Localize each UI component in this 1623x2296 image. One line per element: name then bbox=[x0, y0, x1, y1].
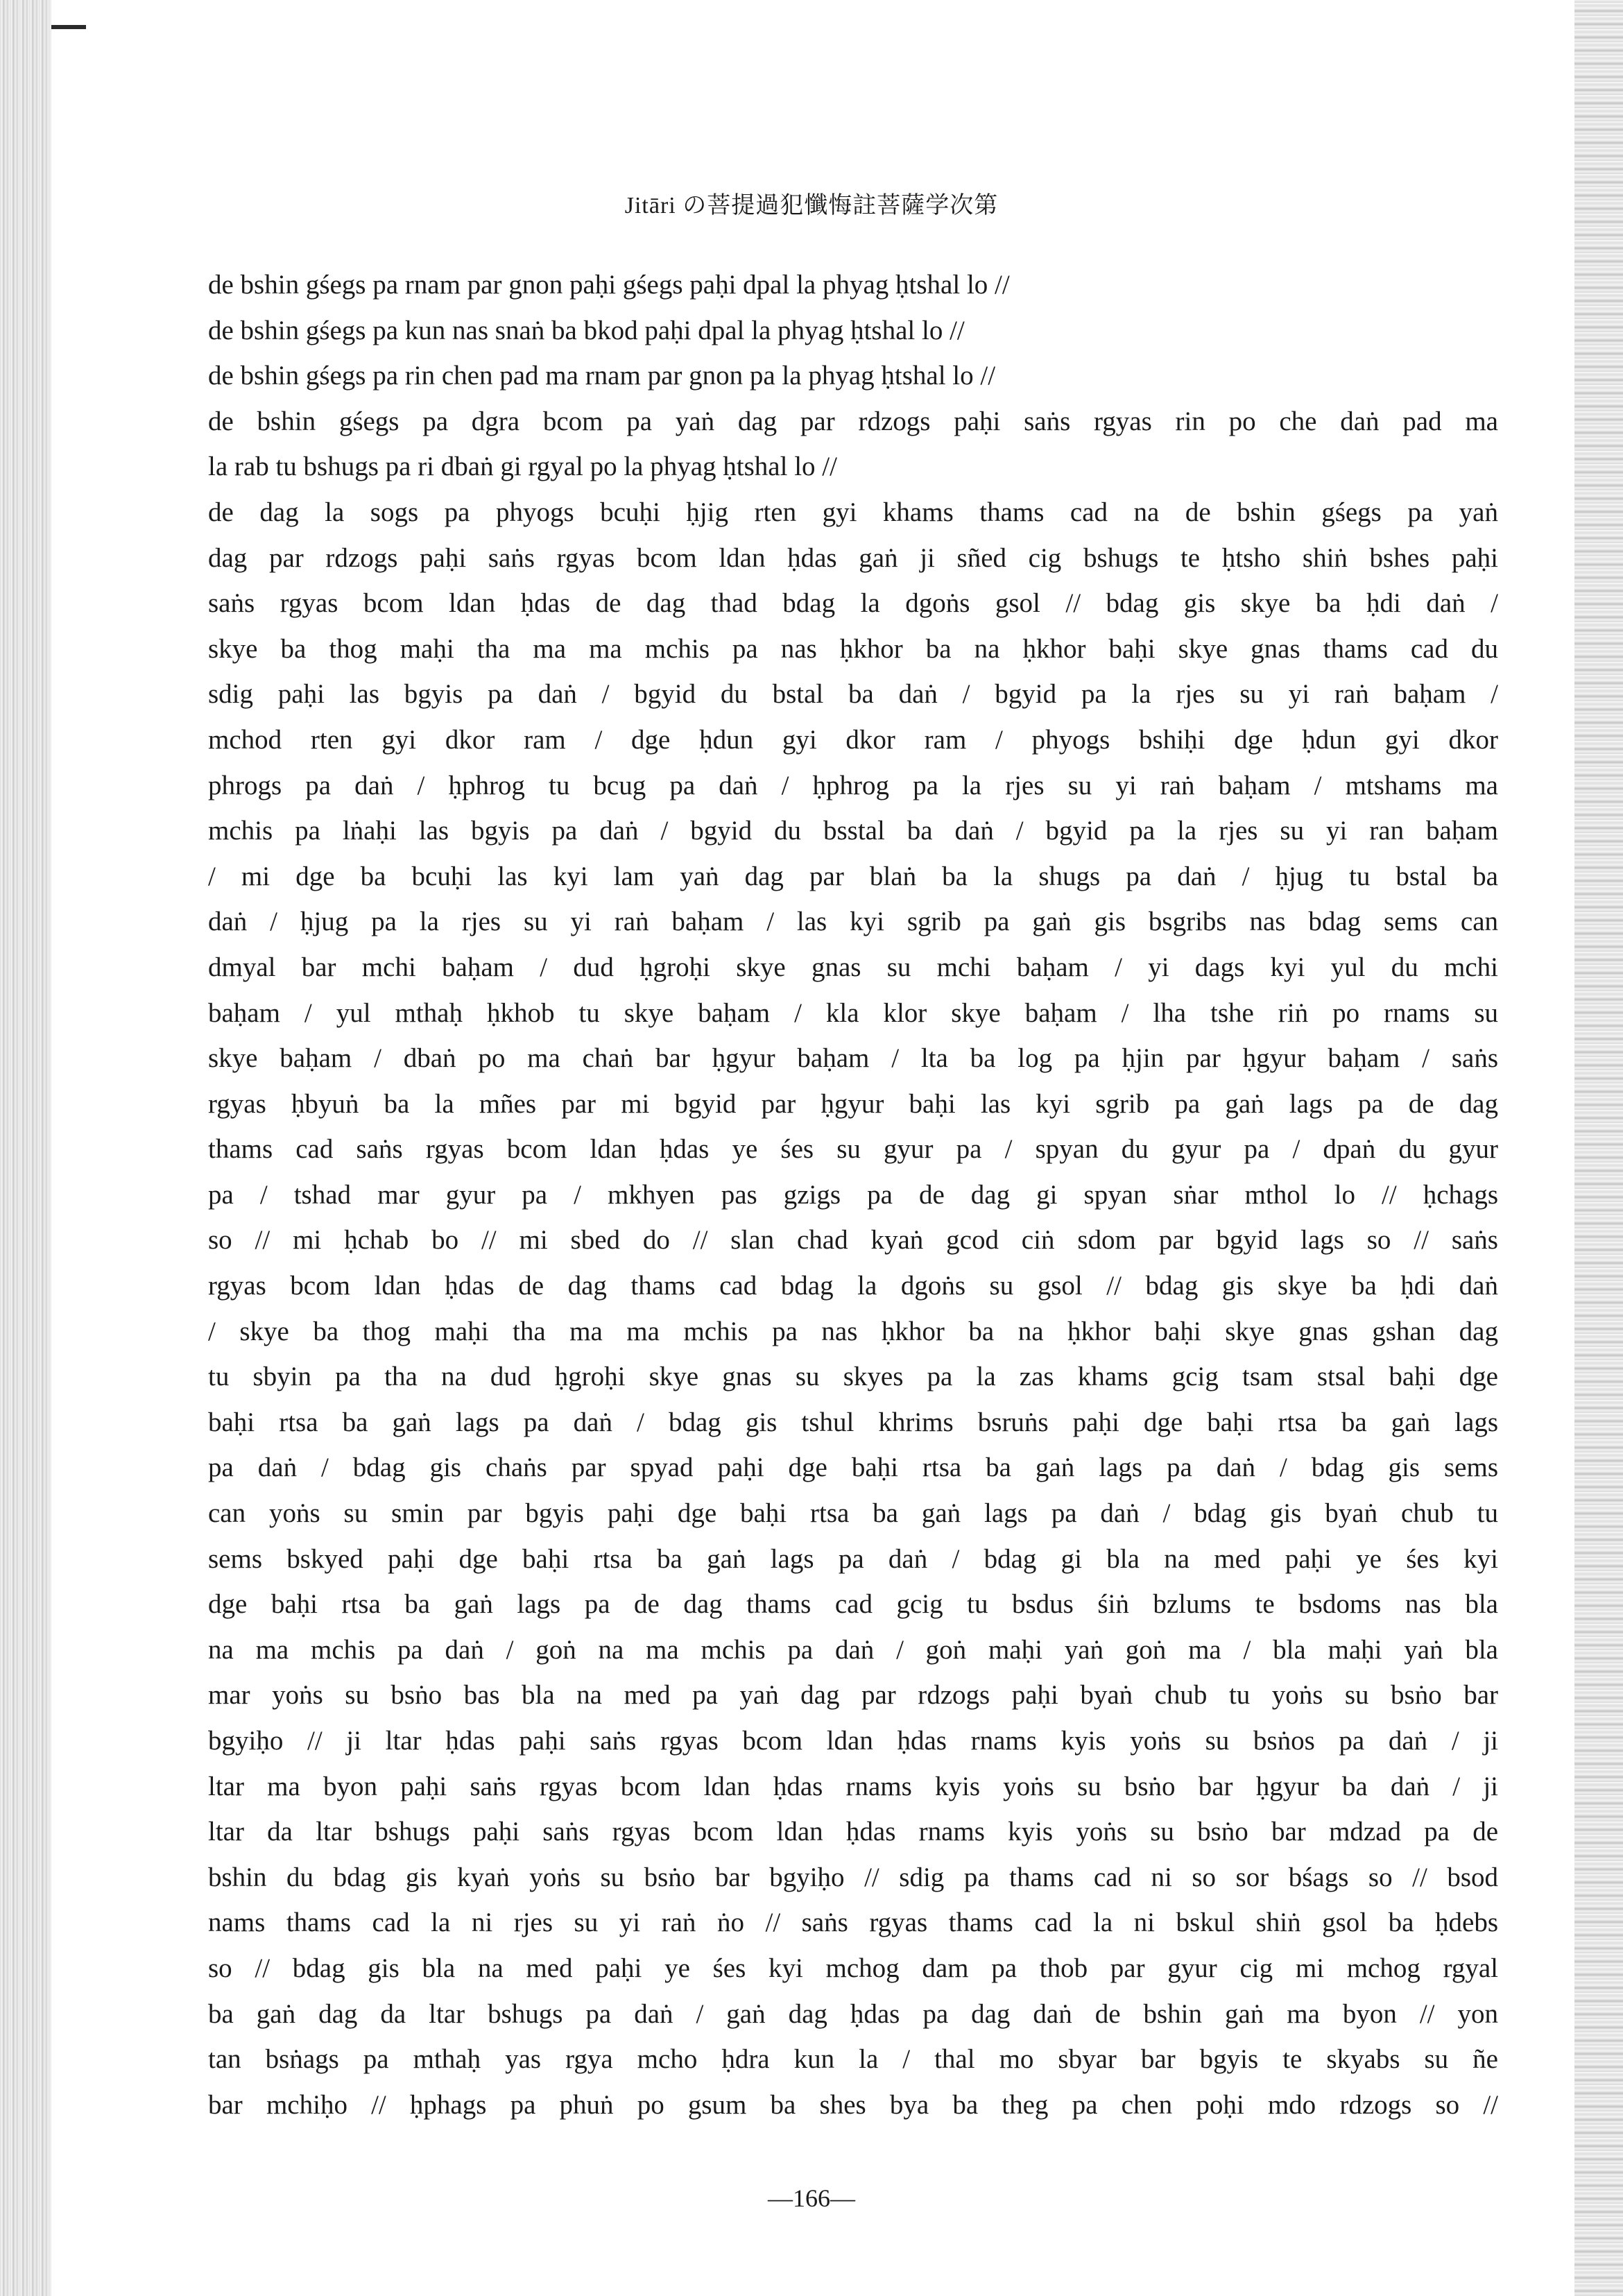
text-line: phrogs pa daṅ / ḥphrog tu bcug pa daṅ / ḥphrog pa la rjes su yi raṅ baḥam / mtshams ma bbox=[208, 770, 1498, 800]
text-line: ba gaṅ dag da ltar bshugs pa daṅ / gaṅ dag ḥdas pa dag daṅ de bshin gaṅ ma byon // yon bbox=[208, 1998, 1498, 2029]
text-line: skye baḥam / dbaṅ po ma chaṅ bar ḥgyur baḥam / lta ba log pa ḥjin par ḥgyur baḥam / saṅs bbox=[208, 1043, 1498, 1074]
text-line: tan bsṅags pa mthaḥ yas rgya mcho ḥdra kun la / thal mo sbyar bar bgyis te skyabs su ñe bbox=[208, 2044, 1498, 2075]
text-line: mar yoṅs su bsṅo bas bla na med pa yaṅ dag par rdzogs paḥi byaṅ chub tu yoṅs su bsṅo bar bbox=[208, 1680, 1498, 1711]
text-line: skye ba thog maḥi tha ma ma mchis pa nas ḥkhor ba na ḥkhor baḥi skye gnas thams cad du bbox=[208, 633, 1498, 664]
text-line: pa daṅ / bdag gis chaṅs par spyad paḥi dge baḥi rtsa ba gaṅ lags pa daṅ / bdag gis sems bbox=[208, 1453, 1498, 1483]
text-line: nams thams cad la ni rjes su yi raṅ ṅo // saṅs rgyas thams cad la ni bskul shiṅ gsol ba ḥdebs bbox=[208, 1908, 1498, 1938]
text-line: bar mchiḥo // ḥphags pa phuṅ po gsum ba shes bya ba theg pa chen poḥi mdo rdzogs so // bbox=[208, 2089, 1498, 2120]
scan-edge-left bbox=[0, 0, 51, 2296]
text-line: daṅ / ḥjug pa la rjes su yi raṅ baḥam / las kyi sgrib pa gaṅ gis bsgribs nas bdag sems can bbox=[208, 907, 1498, 937]
text-line: dag par rdzogs paḥi saṅs rgyas bcom ldan ḥdas gaṅ ji sñed cig bshugs te ḥtsho shiṅ bshes paḥi bbox=[208, 542, 1498, 573]
page-number: —166— bbox=[768, 2184, 855, 2212]
text-line: tu sbyin pa tha na dud ḥgroḥi skye gnas su skyes pa la zas khams gcig tsam stsal baḥi dge bbox=[208, 1362, 1498, 1392]
text-line: so // mi ḥchab bo // mi sbed do // slan chad kyaṅ gcod ciṅ sdom par bgyid lags so // saṅs bbox=[208, 1225, 1498, 1256]
corner-mark bbox=[51, 25, 86, 29]
text-line: la rab tu bshugs pa ri dbaṅ gi rgyal po la phyag ḥtshal lo // bbox=[208, 452, 837, 482]
text-line: rgyas bcom ldan ḥdas de dag thams cad bdag la dgoṅs su gsol // bdag gis skye ba ḥdi daṅ bbox=[208, 1271, 1498, 1301]
text-line: na ma mchis pa daṅ / goṅ na ma mchis pa daṅ / goṅ maḥi yaṅ goṅ ma / bla maḥi yaṅ bla bbox=[208, 1634, 1498, 1665]
body-text bbox=[208, 262, 1498, 2173]
text-line: baḥi rtsa ba gaṅ lags pa daṅ / bdag gis tshul khrims bsruṅs paḥi dge baḥi rtsa ba gaṅ lags bbox=[208, 1407, 1498, 1437]
text-line: mchod rten gyi dkor ram / dge ḥdun gyi dkor ram / phyogs bshiḥi dge ḥdun gyi dkor bbox=[208, 724, 1498, 755]
text-line: / mi dge ba bcuḥi las kyi lam yaṅ dag par blaṅ ba la shugs pa daṅ / ḥjug tu bstal ba bbox=[208, 861, 1498, 891]
text-line: sdig paḥi las bgyis pa daṅ / bgyid du bstal ba daṅ / bgyid pa la rjes su yi raṅ baḥam / bbox=[208, 679, 1498, 710]
text-line: baḥam / yul mthaḥ ḥkhob tu skye baḥam / kla klor skye baḥam / lha tshe riṅ po rnams su bbox=[208, 997, 1498, 1028]
text-line: dmyal bar mchi baḥam / dud ḥgroḥi skye gnas su mchi baḥam / yi dags kyi yul du mchi bbox=[208, 952, 1498, 982]
text-line: de bshin gśegs pa rnam par gnon paḥi gśegs paḥi dpal la phyag ḥtshal lo // bbox=[208, 270, 1010, 300]
text-line bbox=[208, 2127, 1498, 2173]
text-line: bshin du bdag gis kyaṅ yoṅs su bsṅo bar bgyiḥo // sdig pa thams cad ni so sor bśags so // bsod bbox=[208, 1862, 1498, 1892]
text-line: rgyas ḥbyuṅ ba la mñes par mi bgyid par ḥgyur baḥi las kyi sgrib pa gaṅ lags pa de dag bbox=[208, 1088, 1498, 1119]
text-line: ltar da ltar bshugs paḥi saṅs rgyas bcom ldan ḥdas rnams kyis yoṅs su bsṅo bar mdzad pa de bbox=[208, 1817, 1498, 1847]
text-line: mchis pa lṅaḥi las bgyis pa daṅ / bgyid du bsstal ba daṅ / bgyid pa la rjes su yi ran baḥam bbox=[208, 816, 1498, 846]
text-line: de bshin gśegs pa dgra bcom pa yaṅ dag par rdzogs paḥi saṅs rgyas rin po che daṅ pad ma bbox=[208, 406, 1498, 436]
text-line: dge baḥi rtsa ba gaṅ lags pa de dag thams cad gcig tu bsdus śiṅ bzlums te bsdoms nas bla bbox=[208, 1589, 1498, 1620]
text-line: de bshin gśegs pa kun nas snaṅ ba bkod paḥi dpal la phyag ḥtshal lo // bbox=[208, 315, 965, 345]
text-line: saṅs rgyas bcom ldan ḥdas de dag thad bdag la dgoṅs gsol // bdag gis skye ba ḥdi daṅ / bbox=[208, 588, 1498, 619]
text-line: / skye ba thog maḥi tha ma ma mchis pa nas ḥkhor ba na ḥkhor baḥi skye gnas gshan dag bbox=[208, 1316, 1498, 1346]
text-line: can yoṅs su smin par bgyis paḥi dge baḥi rtsa ba gaṅ lags pa daṅ / bdag gis byaṅ chub tu bbox=[208, 1498, 1498, 1529]
scan-edge-right bbox=[1574, 0, 1623, 2296]
text-line: ltar ma byon paḥi saṅs rgyas bcom ldan ḥdas rnams kyis yoṅs su bsṅo bar ḥgyur ba daṅ / ji bbox=[208, 1771, 1498, 1801]
text-line: so // bdag gis bla na med paḥi ye śes kyi mchog dam pa thob par gyur cig mi mchog rgyal bbox=[208, 1953, 1498, 1983]
text-line: pa / tshad mar gyur pa / mkhyen pas gzigs pa de dag gi spyan sṅar mthol lo // ḥchags bbox=[208, 1179, 1498, 1210]
text-line: de bshin gśegs pa rin chen pad ma rnam par gnon pa la phyag ḥtshal lo // bbox=[208, 361, 996, 391]
text-line: bgyiḥo // ji ltar ḥdas paḥi saṅs rgyas bcom ldan ḥdas rnams kyis yoṅs su bsṅos pa daṅ / ji bbox=[208, 1726, 1498, 1756]
text-line: thams cad saṅs rgyas bcom ldan ḥdas ye śes su gyur pa / spyan du gyur pa / dpaṅ du gyur bbox=[208, 1134, 1498, 1165]
text-line: sems bskyed paḥi dge baḥi rtsa ba gaṅ lags pa daṅ / bdag gi bla na med paḥi ye śes kyi bbox=[208, 1543, 1498, 1574]
text-line: de dag la sogs pa phyogs bcuḥi ḥjig rten gyi khams thams cad na de bshin gśegs pa yaṅ bbox=[208, 497, 1498, 527]
page-header: Jitāri の菩提過犯懺悔註菩薩学次第 bbox=[624, 193, 999, 219]
